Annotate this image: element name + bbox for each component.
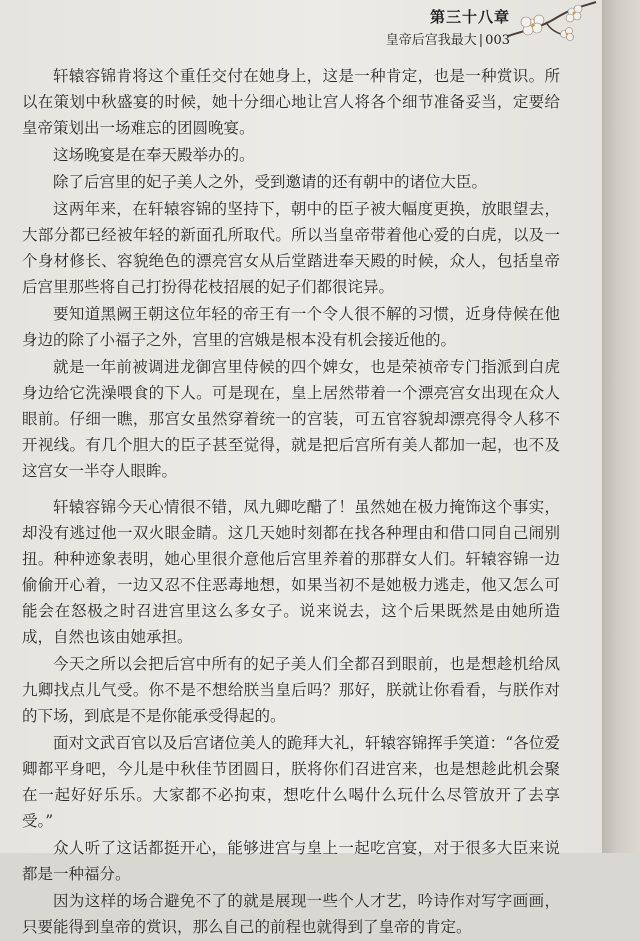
paragraph: 轩辕容锦今天心情很不错，凤九卿吃醋了！虽然她在极力掩饰这个事实，却没有逃过他一双火眼金睛。这几天她时刻都在找各种理由和借口同自己闹别扭。种种迹象表明，她心里很介意他后宫里养着的那群女人们。轩辕容锦一边偷偷开心着，一边又忍不住恶毒地想，如果当初不是她极力逃走，他又怎么可能会在怒极之时召进宫里这么多女子。说来说去，这个后果既然是由她所造成，自然也该由她承担。 [22, 498, 560, 646]
header-book-line [386, 29, 510, 48]
paragraph: 面对文武百官以及后宫诸位美人的跪拜大礼，轩辕容锦挥手笑道：“各位爱卿都平身吧，今儿是中秋佳节团圆日，朕将你们召进宫来，也是想趁此机会聚在一起好好乐乐。大家都不必拘束，想吃什么喝什么玩什么尽管放开了去享受。” [22, 734, 560, 830]
paragraph: 除了后宫里的妃子美人之外，受到邀请的还有朝中的诸位大臣。 [53, 173, 488, 191]
page-edge-shadow [602, 0, 640, 853]
book-title: 皇帝后宫我最大 [385, 33, 477, 48]
paragraph: 因为这样的场合避免不了的就是展现一些个人才艺，吟诗作对写字画画，只要能得到皇帝的赏识，那么自己的前程也就得到了皇帝的肯定。 [22, 892, 560, 936]
paragraph: 今天之所以会把后宫中所有的妃子美人们全都召到眼前，也是想趁机给凤九卿找点儿气受。你不是不想给朕当皇后吗？那好，朕就让你看看，与朕作对的下场，到底是不是你能承受得起的。 [22, 655, 560, 725]
paragraph: 这场晚宴是在奉天殿举办的。 [53, 146, 255, 164]
paragraph: 众人听了这话都挺开心，能够进宫与皇上一起吃宫宴，对于很多大臣来说都是一种福分。 [22, 839, 560, 883]
paragraph: 就是一年前被调进龙御宫里侍候的四个婢女，也是荣祯帝专门指派到白虎身边给它洗澡喂食的下人。可是现在，皇上居然带着一个漂亮宫女出现在众人眼前。仔细一瞧，那宫女虽然穿着统一的宫装，可五官容貌却漂亮得令人移不开视线。有几个胆大的臣子甚至觉得，就是把后宫所有美人都加一起，也不及这宫女一半夺人眼眸。 [22, 358, 560, 480]
page-number: 003 [485, 33, 510, 48]
header-separator: | [478, 33, 484, 48]
plum-blossom-ornament-icon [506, 0, 598, 44]
running-header [386, 6, 510, 48]
paragraph: 要知道黑阙王朝这位年轻的帝王有一个令人很不解的习惯，近身侍候在他身边的除了小福子之外，宫里的宫娥是根本没有机会接近他的。 [22, 305, 560, 349]
body-text [22, 63, 560, 941]
paragraph: 这两年来，在轩辕容锦的坚持下，朝中的臣子被大幅度更换，放眼望去，大部分都已经被年轻的新面孔所取代。所以当皇帝带着他心爱的白虎，以及一个身材修长、容貌绝色的漂亮宫女从后堂踏进奉天殿的时候，众人，包括皇帝后宫里那些将自己打扮得花枝招展的妃子们都很诧异。 [22, 200, 560, 296]
chapter-title: 第三十八章 [429, 8, 510, 26]
paragraph: 轩辕容锦肯将这个重任交付在她身上，这是一种肯定，也是一种赏识。所以在策划中秋盛宴的时候，她十分细心地让宫人将各个细节准备妥当，定要给皇帝策划出一场难忘的团圆晚宴。 [22, 67, 560, 137]
